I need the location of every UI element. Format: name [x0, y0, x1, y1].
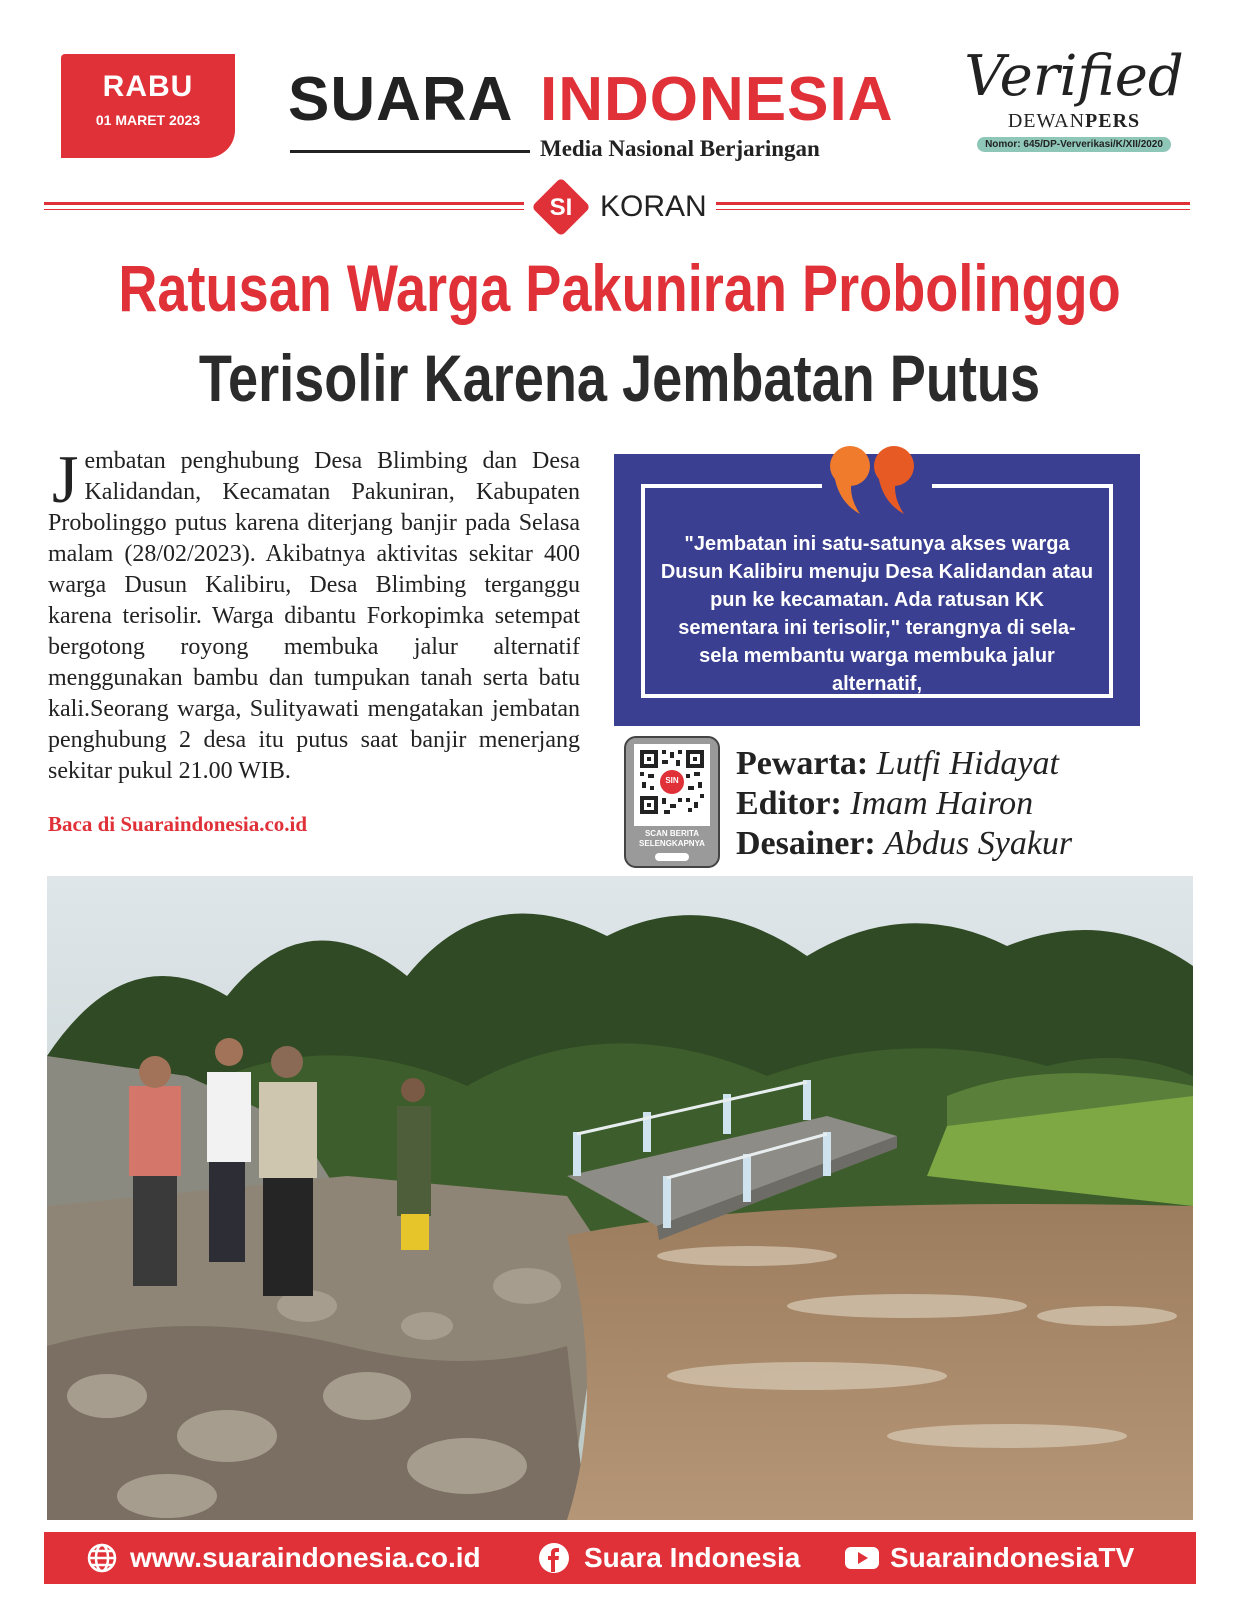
credit-reporter-label: Pewarta: [736, 745, 869, 782]
footer-youtube-link[interactable]: SuaraindonesiaTV [890, 1542, 1135, 1573]
masthead [288, 64, 948, 174]
credit-editor-label: Editor: [736, 785, 842, 822]
quote-text: "Jembatan ini satu-satunya akses warga Dusun Kalibiru menuju Desa Kalidandan atau pun ke kecamatan. Ada ratusan KK sementara ini terisolir," terangnya di sela-sela membantu warga membuka jalur alternatif, [660, 533, 1094, 695]
section-rule-left-thin [44, 209, 524, 210]
article-body [48, 441, 580, 787]
youtube-icon [844, 1542, 880, 1574]
masthead-name-suara: SUARA [288, 65, 514, 134]
credit-reporter [736, 744, 1072, 784]
credit-editor-name: Imam Hairon [850, 785, 1034, 822]
verified-dewan-pers [958, 46, 1190, 176]
credit-designer-label: Desainer: [736, 825, 876, 862]
article-text: embatan penghubung Desa Blimbing dan Desa Kalidandan, Kecamatan Pakuniran, Kabupaten Probolinggo putus karena diterjang banjir pada Selasa malam (28/02/2023). Akibatnya aktivitas sekitar 400 warga Dusun Kalibiru, Desa Blimbing terganggu karena terisolir. Warga dibantu Forkopimka setempat bergotong royong membuka jalur alternatif menggunakan bambu dan tumpukan tanah serta batu kali.Seorang warga, Sulityawati mengatakan jembatan penghubung 2 desa itu putus saat banjir menerjang sekitar pukul 21.00 WIB. [48, 448, 580, 784]
footer-website-link[interactable]: www.suaraindonesia.co.id [130, 1542, 481, 1573]
masthead-name-indonesia: INDONESIA [540, 65, 894, 134]
section-rule-right-thin [716, 209, 1190, 210]
credit-designer [736, 824, 1072, 864]
date-full: 01 MARET 2023 [95, 112, 201, 128]
verified-script: Verified [964, 44, 1184, 109]
pers-label: PERS [1085, 110, 1141, 132]
qr-caption: SCAN BERITA SELENGKAPNYA [639, 829, 705, 848]
facebook-icon [538, 1542, 570, 1574]
article-photo [47, 876, 1193, 1520]
qr-badge: SIN [665, 776, 679, 785]
headline-line-1: Ratusan Warga Pakuniran Probolinggo [118, 251, 1121, 325]
footer-facebook-link[interactable]: Suara Indonesia [584, 1542, 801, 1573]
article-dropcap: J [52, 441, 79, 517]
verification-number: Nomor: 645/DP-Ververikasi/K/XII/2020 [977, 137, 1171, 152]
credit-editor [736, 784, 1072, 824]
read-more-link[interactable]: Baca di Suaraindonesia.co.id [48, 812, 308, 836]
si-logo-text: SI [549, 194, 573, 221]
headline-line-2: Terisolir Karena Jembatan Putus [198, 341, 1041, 415]
credits [736, 744, 1072, 864]
masthead-divider [290, 150, 530, 153]
section-label: KORAN [600, 190, 707, 223]
date-badge [61, 54, 235, 158]
dewan-label: DEWAN [1007, 110, 1086, 132]
date-day: RABU [102, 70, 194, 103]
footer-bar [44, 1532, 1196, 1584]
quote-marks-icon [826, 440, 926, 520]
globe-icon [86, 1542, 118, 1574]
dewan-pers-label [958, 110, 1190, 133]
masthead-tagline: Media Nasional Berjaringan [540, 136, 820, 161]
credit-designer-name: Abdus Syakur [884, 825, 1073, 862]
credit-reporter-name: Lutfi Hidayat [876, 745, 1059, 782]
phone-home-button [655, 853, 689, 861]
section-rule-left [44, 202, 524, 205]
section-rule-right [716, 202, 1190, 205]
